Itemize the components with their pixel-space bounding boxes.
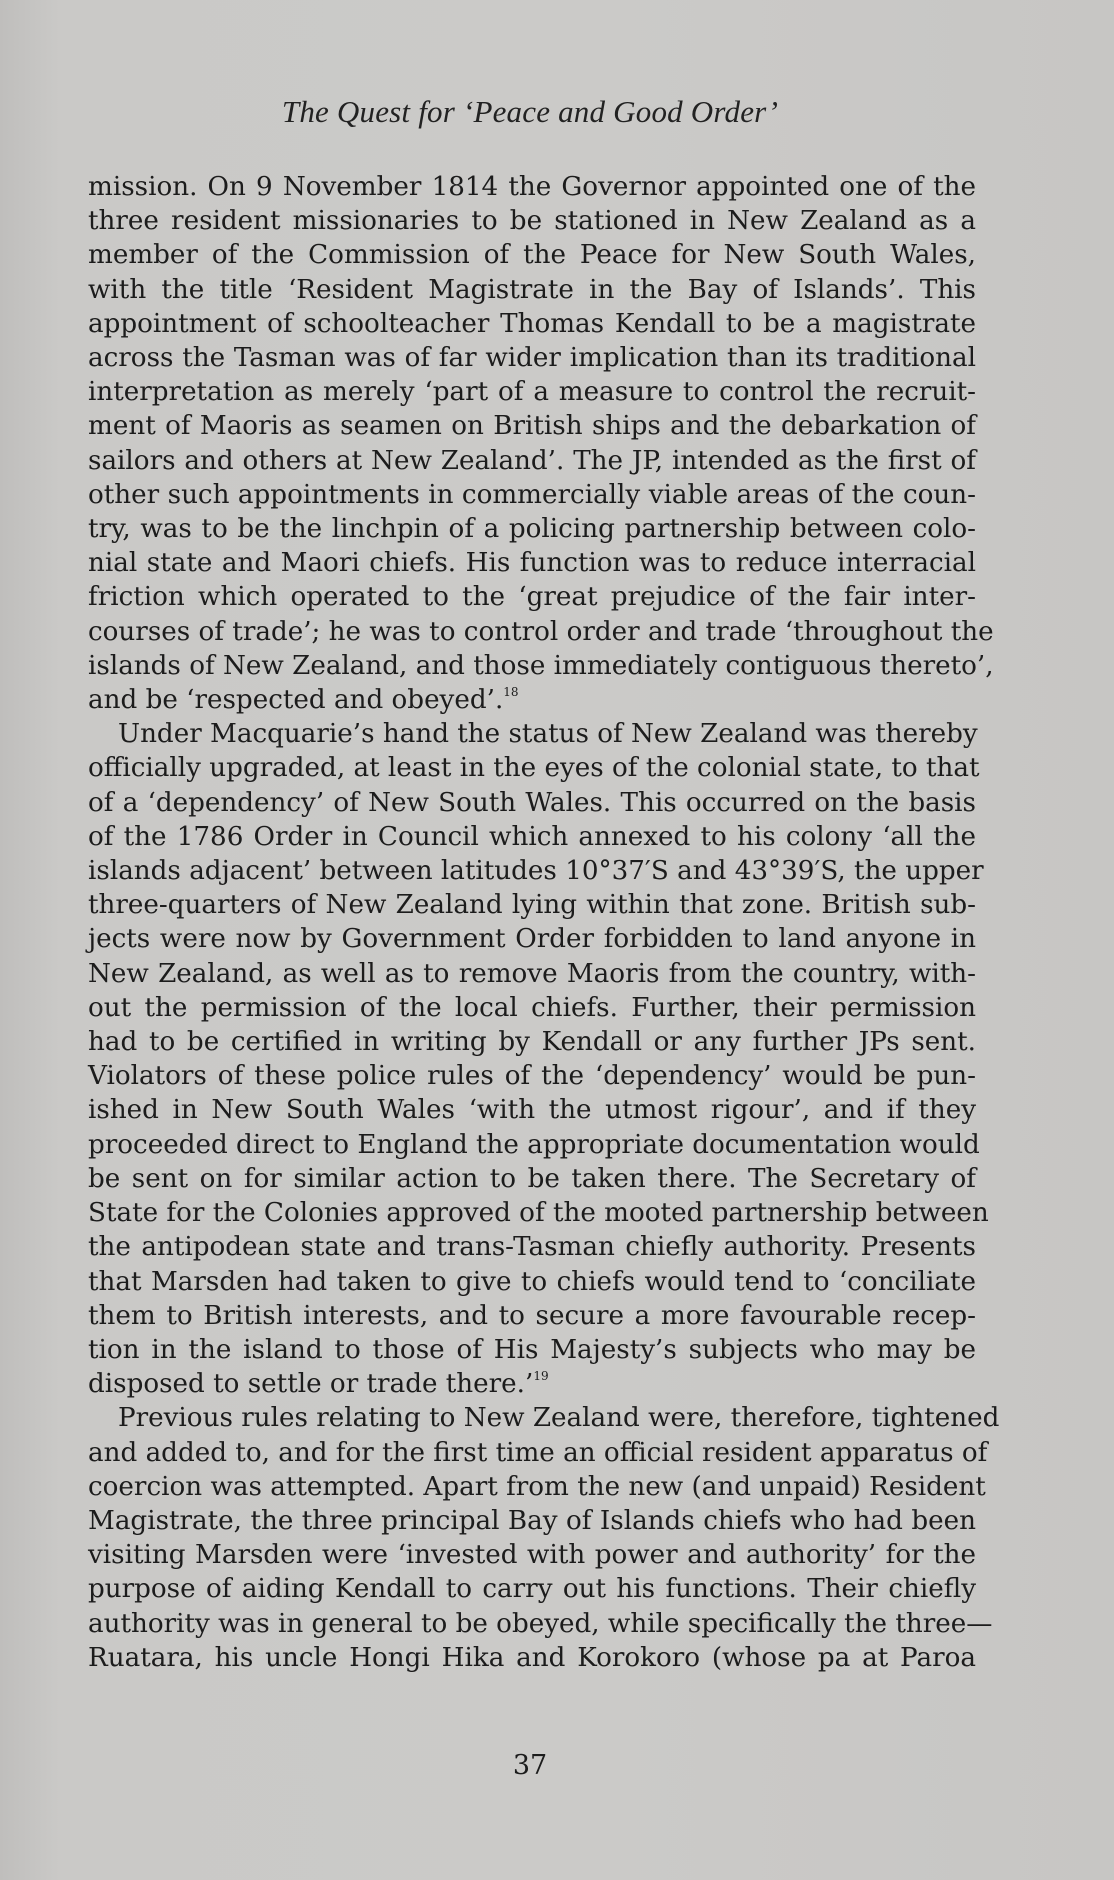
text-line: friction which operated to the ‘great prejudice of the fair inter- — [88, 582, 976, 613]
page-number: 37 — [512, 1750, 548, 1781]
footnote-reference: 18 — [503, 685, 519, 700]
text-line: of the 1786 Order in Council which annexed to his colony ‘all the — [88, 821, 976, 852]
text-line: disposed to settle or trade there.’$^{19}$ — [88, 1369, 549, 1400]
text-line: member of the Commission of the Peace for New South Wales, — [88, 240, 976, 271]
text-line: officially upgraded, at least in the eyes of the colonial state, to that — [88, 753, 980, 784]
text-line: of a ‘dependency’ of New South Wales. This occurred on the basis — [88, 787, 976, 818]
text-line: the antipodean state and trans-Tasman chiefly authority. Presents — [88, 1232, 976, 1263]
text-line: try, was to be the linchpin of a policing partnership between colo- — [88, 514, 976, 545]
paragraph — [88, 1401, 1000, 1675]
text-line: purpose of aiding Kendall to carry out his functions. Their chiefly — [88, 1574, 976, 1605]
text-line: three-quarters of New Zealand lying within that zone. British sub- — [88, 890, 976, 921]
text-line: appointment of schoolteacher Thomas Kendall to be a magistrate — [88, 308, 976, 339]
text-line: islands of New Zealand, and those immediately contiguous thereto’, — [88, 650, 994, 681]
paragraph — [88, 170, 994, 717]
text-line: had to be certified in writing by Kendall or any further JPs sent. — [88, 1027, 976, 1058]
body-text — [88, 170, 1000, 1675]
text-line: proceeded direct to England the appropriate documentation would — [88, 1129, 980, 1160]
text-line: nial state and Maori chiefs. His function was to reduce interracial — [88, 548, 976, 579]
text-line: with the title ‘Resident Magistrate in the Bay of Islands’. This — [88, 274, 976, 305]
text-line: mission. On 9 November 1814 the Governor appointed one of the — [88, 172, 976, 202]
running-head: The Quest for ‘Peace and Good Order’ — [281, 94, 779, 129]
text-line: courses of trade’; he was to control order and trade ‘throughout the — [88, 616, 994, 647]
text-line: that Marsden had taken to give to chiefs would tend to ‘conciliate — [88, 1266, 976, 1297]
text-line: Magistrate, the three principal Bay of Islands chiefs who had been — [88, 1505, 976, 1536]
text-line: jects were now by Government Order forbidden to land anyone in — [88, 924, 976, 955]
text-line: authority was in general to be obeyed, while specifically the three— — [88, 1608, 993, 1639]
text-line: out the permission of the local chiefs. Further, their permission — [88, 992, 976, 1023]
text-line: them to British interests, and to secure a more favourable recep- — [88, 1300, 976, 1331]
footnote-reference: 19 — [533, 1369, 549, 1384]
text-line: islands adjacent’ between latitudes 10°37′S and 43°39′S, the upper — [88, 856, 984, 887]
text-line: across the Tasman was of far wider implication than its traditional — [88, 343, 976, 374]
text-line: and added to, and for the first time an official resident apparatus of — [88, 1437, 988, 1468]
text-line: interpretation as merely ‘part of a measure to control the recruit- — [88, 377, 976, 408]
text-line: three resident missionaries to be stationed in New Zealand as a — [88, 206, 976, 237]
text-line: be sent on for similar action to be taken there. The Secretary of — [88, 1163, 976, 1194]
text-line: ment of Maoris as seamen on British ships and the debarkation of — [88, 411, 976, 442]
text-line: Under Macquarie’s hand the status of New Zealand was thereby — [118, 719, 978, 750]
text-line: Violators of these police rules of the ‘dependency’ would be pun- — [88, 1061, 976, 1092]
text-line: sailors and others at New Zealand’. The JP, intended as the first of — [88, 445, 976, 476]
text-line: coercion was attempted. Apart from the new (and unpaid) Resident — [88, 1471, 986, 1502]
paragraph — [88, 717, 989, 1401]
text-line: ished in New South Wales ‘with the utmost rigour’, and if they — [88, 1095, 976, 1126]
text-line: tion in the island to those of His Majesty’s subjects who may be — [88, 1334, 976, 1365]
text-line: other such appointments in commercially viable areas of the coun- — [88, 479, 976, 510]
text-line: Previous rules relating to New Zealand were, therefore, tightened — [118, 1403, 1000, 1434]
text-line: visiting Marsden were ‘invested with power and authority’ for the — [88, 1540, 976, 1571]
text-line: and be ‘respected and obeyed’.$^{18}$ — [88, 685, 519, 716]
text-line: State for the Colonies approved of the mooted partnership between — [88, 1198, 989, 1229]
text-line: Ruatara, his uncle Hongi Hika and Korokoro (whose pa at Paroa — [88, 1642, 976, 1673]
text-line: New Zealand, as well as to remove Maoris from the country, with- — [88, 958, 976, 989]
